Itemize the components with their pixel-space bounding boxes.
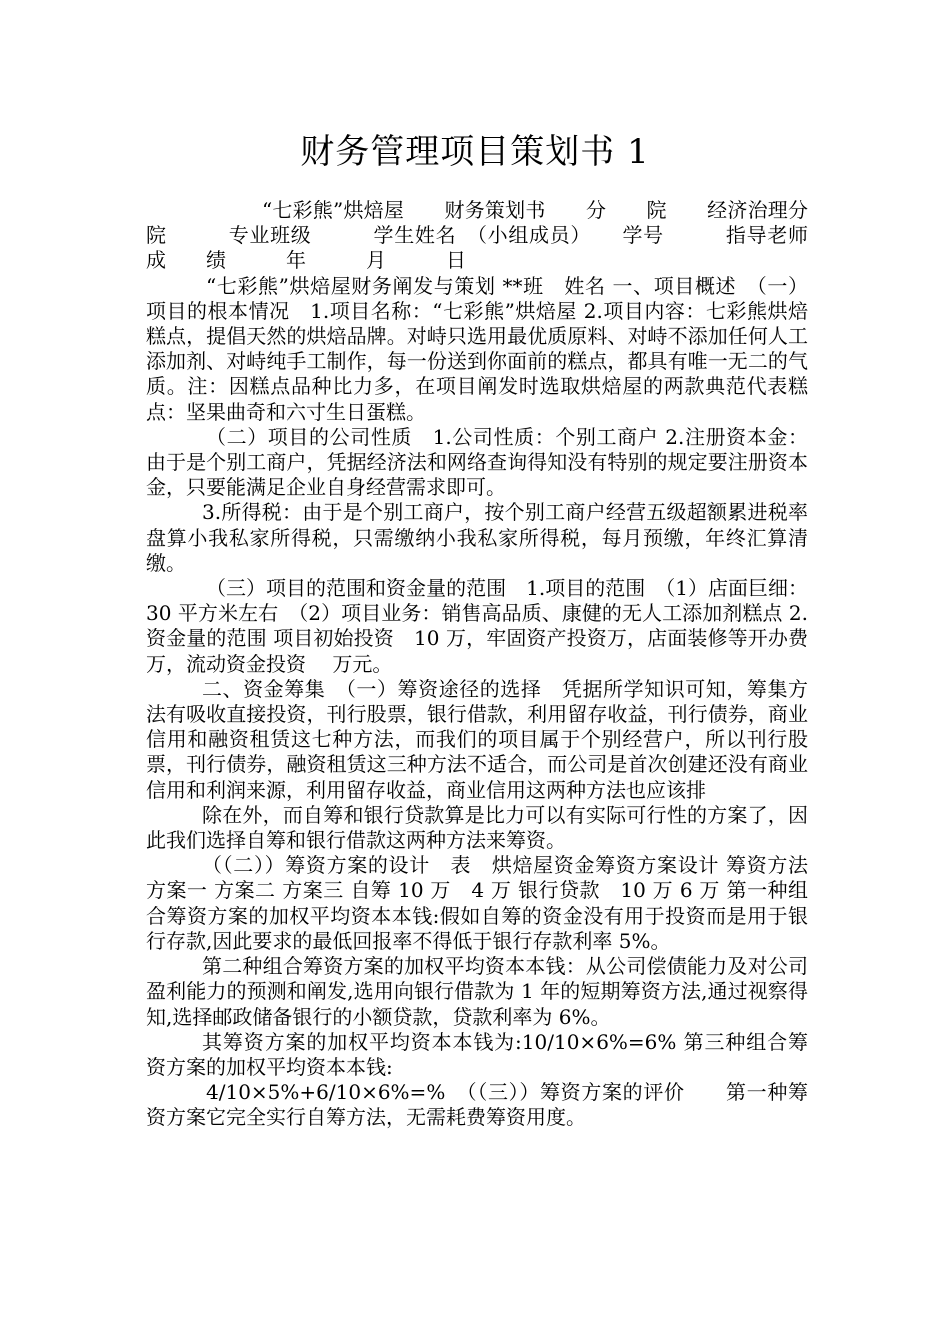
document-body [146,198,868,1131]
paragraph-fund-raising: 二、资金筹集 （一）筹资途径的选择 凭据所学知识可知，筹集方法有吸收直接投资，刊行股票，银行借款，利用留存收益，刊行债券，商业信用和融资租赁这七种方法，而我们的项目属于个别经营户，所以刊行股票，刊行债券，融资租赁这三种方法不适合，而公司是首次创建还没有商业信用和利润来源，利用留存收益，商业信用这两种方法也应该排 [146,676,808,802]
paragraph-second-plan: 第二种组合筹资方案的加权平均资本本钱：从公司偿债能力及对公司盈利能力的预测和阐发,选用向银行借款为 1 年的短期筹资方法,通过视察得知,选择邮政储备银行的小额贷款，贷款利率为 6%。 [146,954,808,1029]
paragraph-plan-evaluation: 4/10×5%+6/10×6%=% （（三））筹资方案的评价 第一种筹资方案它完全实行自筹方法，无需耗费筹资用度。 [146,1080,808,1130]
paragraph-weighted-cost: 其筹资方案的加权平均资本本钱为:10/10×6%=6% 第三种组合筹资方案的加权平均资本本钱: [146,1029,808,1079]
paragraph-plan-design: （（二））筹资方案的设计 表 烘焙屋资金筹资方案设计 筹资方法 方案一 方案二 方案三 自筹 10 万 4 万 银行贷款 10 万 6 万 第一种组合筹资方案的加权平均资本本钱:假如自筹的资金没有用于投资而是用于银行存款,因此要求的最低回报率不得低于银行存款利率 5%。 [146,853,808,953]
paragraph-fund-raising-continued: 除在外，而自筹和银行贷款算是比力可以有实际可行性的方案了，因此我们选择自筹和银行借款这两种方法来筹资。 [146,802,808,853]
document-title: 财务管理项目策划书 1 [300,132,650,172]
paragraph-cover-info: “七彩熊”烘焙屋 财务策划书 分 院 经济治理分院 专业班级 学生姓名 （小组成员） 学号 指导老师 成 绩 年 月 日 [146,198,868,273]
paragraph-company-nature: （二）项目的公司性质 1.公司性质：个别工商户 2.注册资本金：由于是个别工商户，凭据经济法和网络查询得知没有特别的规定要注册资本金，只要能满足企业自身经营需求即可。 [146,424,808,500]
paragraph-income-tax: 3.所得税：由于是个别工商户，按个别工商户经营五级超额累进税率盘算小我私家所得税，只需缴纳小我私家所得税，每月预缴，年终汇算清缴。 [146,500,808,575]
paragraph-project-scope: （三）项目的范围和资金量的范围 1.项目的范围 （1）店面巨细：30 平方米左右 （2）项目业务：销售高品质、康健的无人工添加剂糕点 2.资金量的范围 项目初始投资 10 万，牢固资产投资万，店面装修等开办费 万，流动资金投资 万元。 [146,576,835,676]
paragraph-project-overview: “七彩熊”烘焙屋财务阐发与策划 **班 姓名 一、项目概述 （一）项目的根本情况 1.项目名称：“七彩熊”烘焙屋 2.项目内容：七彩熊烘焙糕点，提倡天然的烘焙品牌。对峙只选用最优质原料、对峙不添加任何人工添加剂、对峙纯手工制作，每一份送到你面前的糕点，都具有唯一无二的气质。注：因糕点品种比力多，在项目阐发时选取烘焙屋的两款典范代表糕点：坚果曲奇和六寸生日蛋糕。 [146,273,808,424]
